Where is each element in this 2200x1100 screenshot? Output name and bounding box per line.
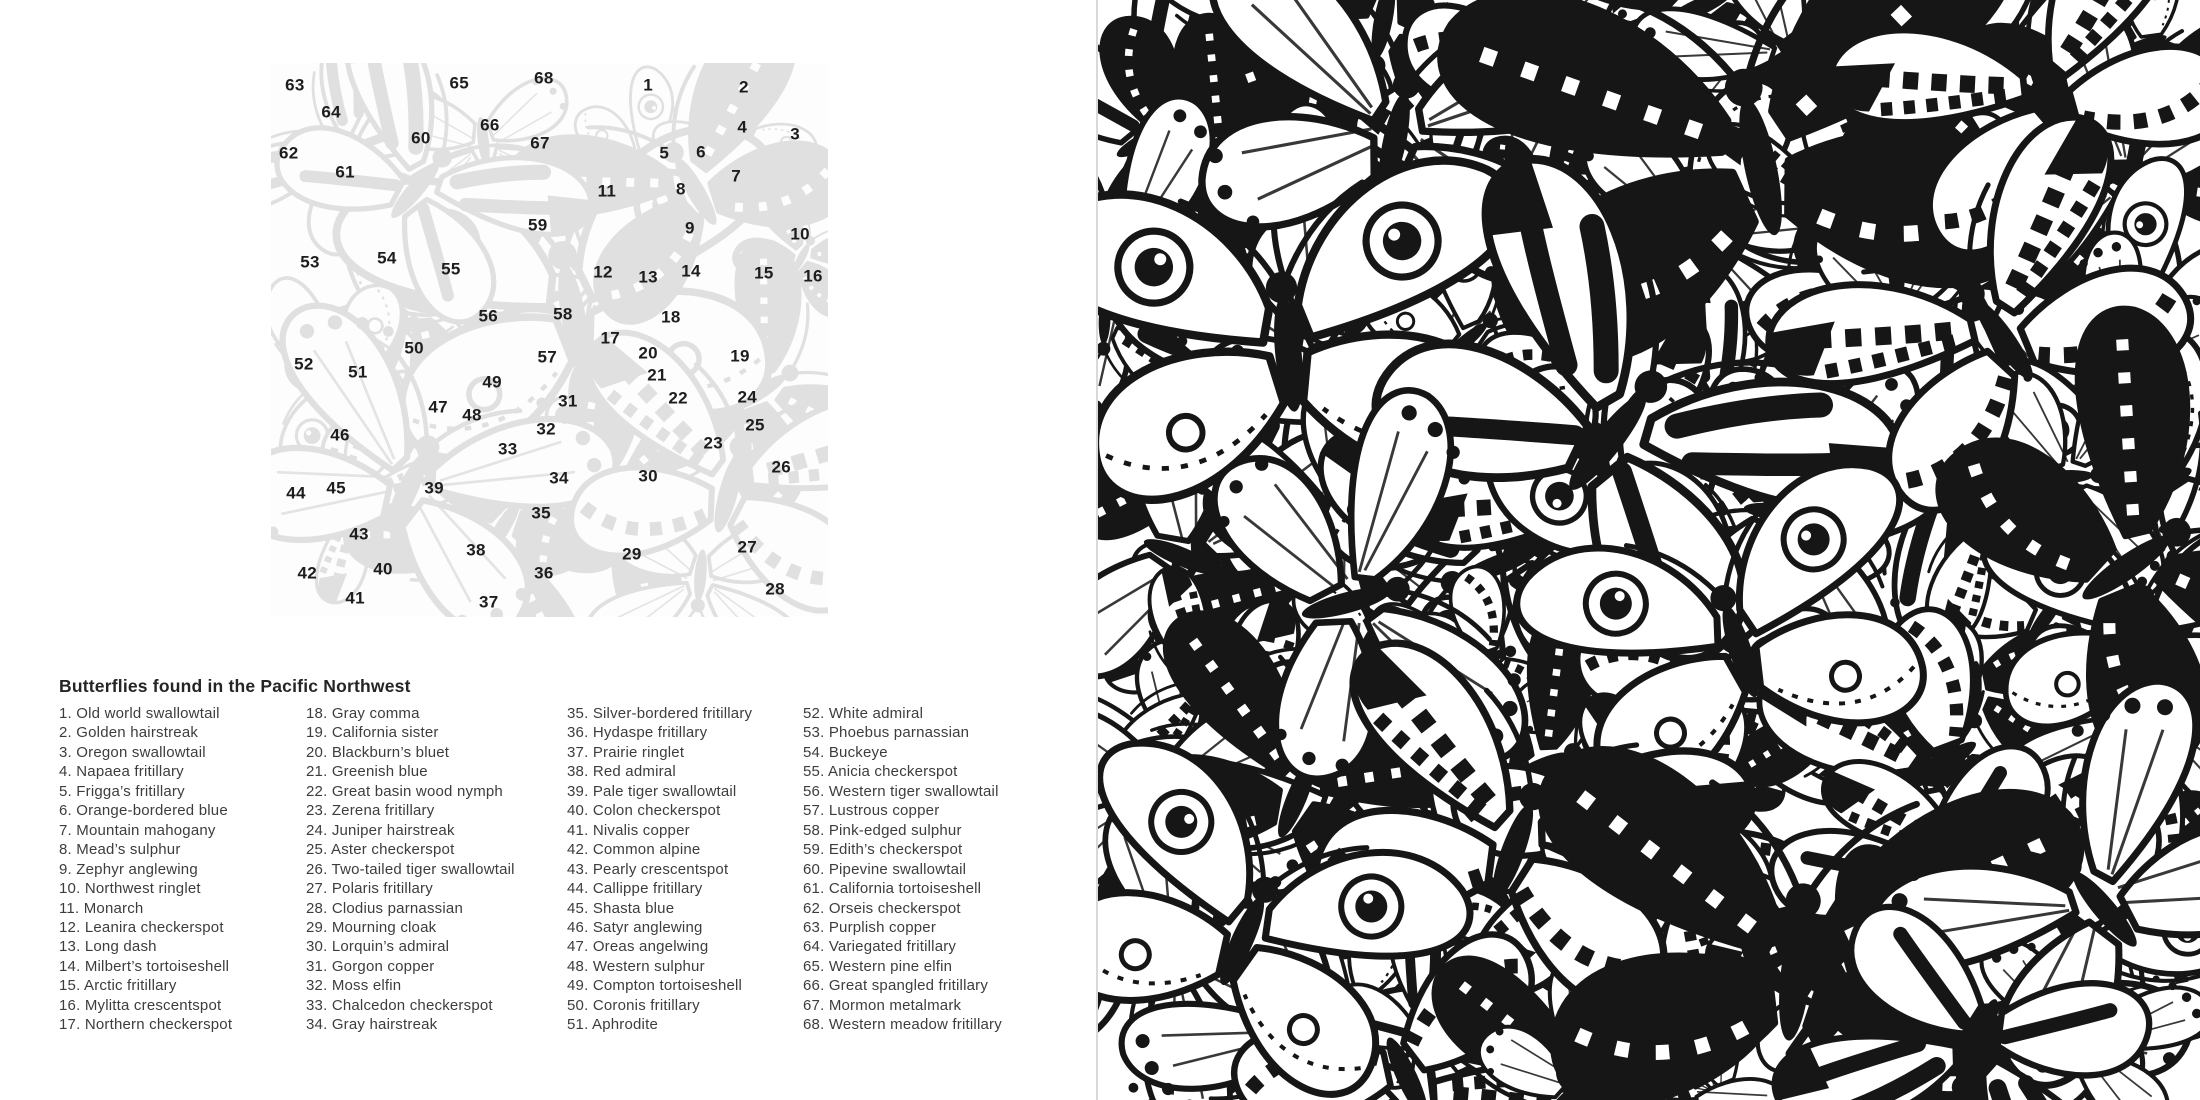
- legend-column-3: [567, 704, 812, 1035]
- key-number-8: 8: [676, 179, 686, 199]
- key-number-44: 44: [286, 483, 306, 503]
- key-number-48: 48: [462, 405, 482, 425]
- butterfly-key-map: [271, 63, 828, 617]
- legend-item-9: 9. Zephyr anglewing: [59, 860, 198, 878]
- legend-item-30: 30. Lorquin’s admiral: [306, 938, 450, 956]
- legend-item-11: 11. Monarch: [59, 899, 144, 917]
- key-number-16: 16: [803, 266, 823, 286]
- legend-item-3: 3. Oregon swallowtail: [59, 743, 206, 761]
- legend-item-29: 29. Mourning cloak: [306, 918, 437, 936]
- legend-item-19: 19. California sister: [306, 724, 439, 742]
- legend-item-61: 61. California tortoiseshell: [803, 880, 982, 898]
- key-number-46: 46: [330, 425, 350, 445]
- key-number-50: 50: [404, 338, 424, 358]
- key-number-24: 24: [737, 387, 757, 407]
- legend-item-65: 65. Western pine elfin: [803, 957, 953, 975]
- key-number-10: 10: [790, 224, 810, 244]
- key-number-47: 47: [428, 397, 448, 417]
- key-number-9: 9: [684, 218, 695, 238]
- key-number-56: 56: [478, 306, 498, 326]
- key-number-29: 29: [622, 544, 642, 564]
- key-number-4: 4: [737, 117, 748, 137]
- legend-item-39: 39. Pale tiger swallowtail: [567, 782, 737, 800]
- legend-item-46: 46. Satyr anglewing: [567, 918, 703, 936]
- key-number-36: 36: [534, 563, 554, 583]
- legend-item-1: 1. Old world swallowtail: [59, 705, 220, 722]
- key-number-21: 21: [647, 365, 667, 385]
- legend-item-52: 52. White admiral: [803, 705, 924, 722]
- legend-item-53: 53. Phoebus parnassian: [803, 724, 970, 742]
- key-number-58: 58: [553, 304, 573, 324]
- legend-item-8: 8. Mead’s sulphur: [59, 841, 181, 859]
- legend-item-62: 62. Orseis checkerspot: [803, 899, 961, 917]
- key-number-2: 2: [739, 77, 749, 97]
- legend-item-51: 51. Aphrodite: [567, 1016, 659, 1034]
- legend-item-26: 26. Two-tailed tiger swallowtail: [306, 860, 515, 878]
- key-number-34: 34: [549, 468, 569, 488]
- legend-item-32: 32. Moss elfin: [306, 977, 402, 995]
- legend-item-12: 12. Leanira checkerspot: [59, 918, 224, 936]
- key-number-57: 57: [537, 347, 558, 367]
- legend-item-10: 10. Northwest ringlet: [59, 880, 201, 898]
- legend-item-18: 18. Gray comma: [306, 705, 420, 722]
- legend-item-38: 38. Red admiral: [567, 763, 676, 781]
- key-number-52: 52: [294, 354, 314, 374]
- legend-item-25: 25. Aster checkerspot: [306, 841, 455, 859]
- key-number-19: 19: [730, 346, 750, 366]
- legend-item-37: 37. Prairie ringlet: [567, 743, 685, 761]
- key-number-55: 55: [441, 259, 461, 279]
- key-number-64: 64: [321, 102, 341, 122]
- key-number-38: 38: [466, 540, 486, 560]
- key-number-33: 33: [497, 439, 518, 459]
- key-number-63: 63: [285, 75, 305, 95]
- legend-item-13: 13. Long dash: [59, 938, 157, 956]
- key-number-32: 32: [536, 419, 556, 439]
- left-page: [0, 0, 1096, 1100]
- key-number-18: 18: [661, 307, 681, 327]
- legend-item-20: 20. Blackburn’s bluet: [306, 743, 450, 761]
- legend-column-4: [803, 704, 1048, 1035]
- legend-item-67: 67. Mormon metalmark: [803, 996, 962, 1014]
- legend-item-43: 43. Pearly crescentspot: [567, 860, 729, 878]
- legend-column-2: [306, 704, 551, 1035]
- key-number-60: 60: [411, 128, 431, 148]
- legend-item-2: 2. Golden hairstreak: [59, 724, 199, 742]
- key-number-43: 43: [349, 524, 369, 544]
- legend-item-54: 54. Buckeye: [803, 743, 888, 761]
- key-number-11: 11: [597, 181, 617, 201]
- legend-item-14: 14. Milbert’s tortoiseshell: [59, 957, 230, 975]
- key-number-42: 42: [297, 563, 317, 583]
- legend-item-57: 57. Lustrous copper: [803, 802, 940, 820]
- legend-item-44: 44. Callippe fritillary: [567, 880, 703, 898]
- legend-item-49: 49. Compton tortoiseshell: [567, 977, 743, 995]
- legend-item-59: 59. Edith’s checkerspot: [803, 841, 963, 859]
- legend-item-40: 40. Colon checkerspot: [567, 802, 721, 820]
- key-number-30: 30: [638, 466, 658, 486]
- legend-item-55: 55. Anicia checkerspot: [803, 763, 958, 781]
- legend-item-31: 31. Gorgon copper: [306, 957, 435, 975]
- legend-item-33: 33. Chalcedon checkerspot: [306, 996, 493, 1014]
- legend-item-22: 22. Great basin wood nymph: [306, 782, 503, 800]
- key-number-67: 67: [530, 133, 550, 153]
- key-number-25: 25: [745, 415, 765, 435]
- key-number-49: 49: [482, 372, 502, 392]
- key-number-22: 22: [668, 388, 688, 408]
- key-number-7: 7: [731, 166, 741, 186]
- key-number-68: 68: [534, 68, 554, 88]
- key-number-3: 3: [790, 124, 801, 144]
- legend-item-34: 34. Gray hairstreak: [306, 1016, 438, 1034]
- legend-item-45: 45. Shasta blue: [567, 899, 675, 917]
- legend-item-5: 5. Frigga’s fritillary: [59, 782, 185, 800]
- legend-item-27: 27. Polaris fritillary: [306, 880, 433, 898]
- key-number-12: 12: [593, 262, 613, 282]
- key-number-31: 31: [558, 391, 578, 411]
- key-number-65: 65: [449, 73, 470, 93]
- legend-title: Butterflies found in the Pacific Northwest: [59, 676, 411, 696]
- key-number-40: 40: [373, 559, 393, 579]
- legend-item-23: 23. Zerena fritillary: [306, 802, 435, 820]
- legend-item-15: 15. Arctic fritillary: [59, 977, 177, 995]
- key-number-35: 35: [531, 503, 551, 523]
- key-number-28: 28: [765, 579, 785, 599]
- key-number-39: 39: [424, 478, 444, 498]
- legend-item-56: 56. Western tiger swallowtail: [803, 782, 999, 800]
- legend-item-28: 28. Clodius parnassian: [306, 899, 463, 917]
- legend-item-63: 63. Purplish copper: [803, 918, 937, 936]
- key-number-20: 20: [638, 343, 658, 363]
- key-number-53: 53: [300, 252, 320, 272]
- key-number-1: 1: [643, 75, 653, 95]
- legend-item-16: 16. Mylitta crescentspot: [59, 996, 222, 1014]
- legend-item-21: 21. Greenish blue: [306, 763, 428, 781]
- right-page: [1098, 0, 2200, 1100]
- legend-item-4: 4. Napaea fritillary: [59, 763, 184, 781]
- key-number-27: 27: [737, 537, 757, 557]
- legend-item-6: 6. Orange-bordered blue: [59, 802, 228, 820]
- legend-item-42: 42. Common alpine: [567, 841, 701, 859]
- key-number-54: 54: [377, 248, 397, 268]
- legend-item-7: 7. Mountain mahogany: [59, 821, 216, 839]
- legend-item-48: 48. Western sulphur: [567, 957, 705, 975]
- key-number-13: 13: [638, 267, 658, 287]
- legend-item-17: 17. Northern checkerspot: [59, 1016, 233, 1034]
- key-number-23: 23: [703, 433, 724, 453]
- legend-item-36: 36. Hydaspe fritillary: [567, 724, 708, 742]
- legend-item-66: 66. Great spangled fritillary: [803, 977, 989, 995]
- key-number-66: 66: [480, 115, 500, 135]
- legend-list: [59, 704, 1059, 1044]
- legend-item-47: 47. Oreas angelwing: [567, 938, 709, 956]
- key-number-41: 41: [345, 588, 365, 608]
- key-number-59: 59: [528, 215, 548, 235]
- legend-item-64: 64. Variegated fritillary: [803, 938, 957, 956]
- key-number-37: 37: [479, 592, 499, 612]
- key-number-61: 61: [335, 162, 355, 182]
- legend-column-1: [59, 704, 304, 1035]
- key-number-51: 51: [348, 362, 368, 382]
- legend-item-50: 50. Coronis fritillary: [567, 996, 700, 1014]
- key-number-6: 6: [696, 142, 706, 162]
- key-number-45: 45: [326, 478, 346, 498]
- key-number-5: 5: [659, 143, 670, 163]
- butterfly-collage-illustration: [1098, 0, 2200, 1100]
- key-number-26: 26: [771, 457, 791, 477]
- legend-item-60: 60. Pipevine swallowtail: [803, 860, 967, 878]
- key-number-14: 14: [681, 261, 701, 281]
- legend-item-35: 35. Silver-bordered fritillary: [567, 705, 753, 722]
- legend-item-24: 24. Juniper hairstreak: [306, 821, 455, 839]
- legend-item-41: 41. Nivalis copper: [567, 821, 690, 839]
- key-number-62: 62: [279, 143, 299, 163]
- key-number-15: 15: [754, 263, 774, 283]
- key-number-17: 17: [600, 328, 620, 348]
- legend-item-58: 58. Pink-edged sulphur: [803, 821, 962, 839]
- legend-item-68: 68. Western meadow fritillary: [803, 1016, 1002, 1034]
